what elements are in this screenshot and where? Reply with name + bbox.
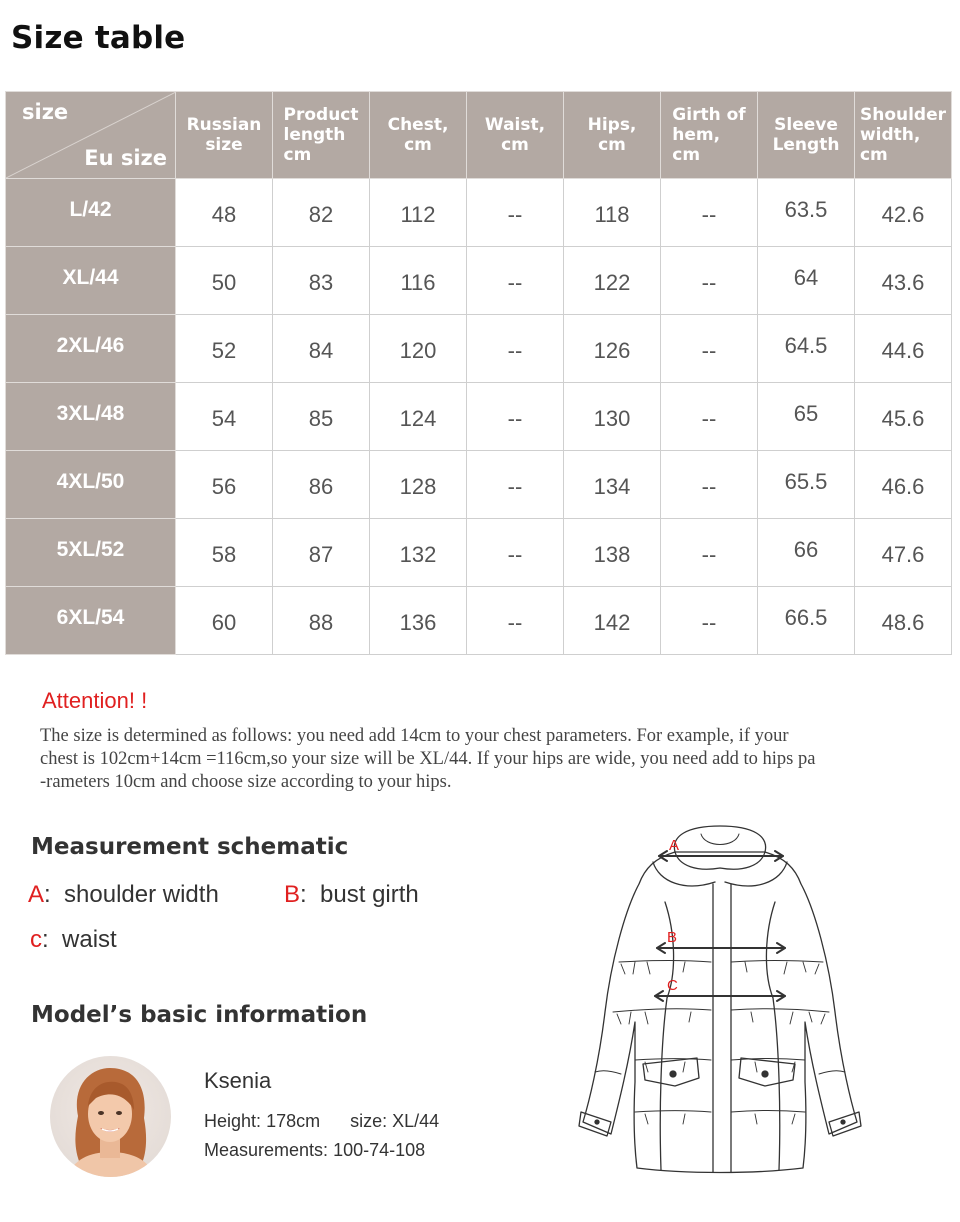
coat-collar <box>674 826 765 869</box>
column-header <box>467 92 564 179</box>
row-size-text: XL/44 <box>62 265 119 289</box>
coat-seams <box>660 902 780 1170</box>
coat-schematic-diagram <box>575 822 865 1182</box>
coat-button <box>670 1071 676 1077</box>
table-cell-value: -- <box>507 609 523 635</box>
table-cell <box>855 315 952 383</box>
table-cell <box>467 383 564 451</box>
table-row <box>6 451 952 519</box>
table-cell <box>564 179 661 247</box>
table-cell-value: -- <box>507 541 523 567</box>
table-cell <box>661 587 758 655</box>
table-cell-value: 87 <box>308 541 334 567</box>
coat-button <box>762 1071 768 1077</box>
table-row <box>6 315 952 383</box>
table-cell-value: 84 <box>308 337 334 363</box>
table-cell <box>855 179 952 247</box>
table-cell-value: -- <box>701 337 717 363</box>
column-header-line: Sleeve <box>774 115 838 135</box>
table-cell-value: 122 <box>593 269 631 295</box>
legend-key: A <box>28 881 45 908</box>
row-size-text: 3XL/48 <box>56 401 125 425</box>
column-header <box>564 92 661 179</box>
table-cell <box>467 519 564 587</box>
height-value: 178cm <box>266 1111 321 1131</box>
measurements-label: Measurements: <box>204 1140 329 1160</box>
legend-label: shoulder width <box>64 881 219 908</box>
table-cell <box>273 179 370 247</box>
table-cell <box>467 247 564 315</box>
table-cell-value: 66 <box>793 536 819 562</box>
table-cell <box>370 519 467 587</box>
table-cell-value: 142 <box>593 609 631 635</box>
column-header-line: cm <box>859 145 888 165</box>
table-cell-value: 48 <box>211 201 237 227</box>
row-size-label <box>6 179 176 247</box>
table-cell <box>467 587 564 655</box>
table-cell-value: 138 <box>593 541 631 567</box>
coat-collar-flaps <box>653 862 787 886</box>
column-header-line: size <box>205 135 243 155</box>
table-cell-value: 124 <box>399 405 437 431</box>
table-cell-value: -- <box>507 269 523 295</box>
column-header-line: Length <box>772 135 840 155</box>
table-cell <box>758 247 855 315</box>
table-cell-value: 130 <box>593 405 631 431</box>
table-cell-value: 88 <box>308 609 334 635</box>
table-cell <box>758 383 855 451</box>
table-cell <box>564 383 661 451</box>
height-label: Height: <box>204 1111 262 1131</box>
row-size-label <box>6 383 176 451</box>
row-size-label <box>6 315 176 383</box>
table-cell <box>758 587 855 655</box>
table-cell <box>273 519 370 587</box>
table-cell <box>855 519 952 587</box>
coat-puff-marks <box>617 962 825 1124</box>
table-cell-value: 60 <box>211 609 237 635</box>
legend-sep: : <box>44 881 51 908</box>
table-cell-value: 52 <box>211 337 237 363</box>
table-cell <box>564 587 661 655</box>
attention-title: Attention! ! <box>42 688 148 713</box>
column-header-line: Girth of <box>672 105 746 125</box>
column-header-label <box>773 115 840 155</box>
attention-text <box>40 725 910 794</box>
table-row <box>6 247 952 315</box>
table-cell <box>273 315 370 383</box>
legend-key: c <box>30 926 42 953</box>
measurements-value: 100-74-108 <box>333 1140 426 1160</box>
table-cell-value: 43.6 <box>881 269 925 295</box>
attention-line: -rameters 10cm and choose size according to your hips. <box>40 772 452 792</box>
table-cell-value: 118 <box>594 201 630 227</box>
table-cell-value: 132 <box>399 541 437 567</box>
schematic-heading: Measurement schematic <box>31 834 349 860</box>
table-cell <box>661 383 758 451</box>
column-header-line: width, <box>859 125 921 145</box>
table-cell-value: 136 <box>399 609 437 635</box>
table-cell-value: 54 <box>211 405 237 431</box>
table-cell-value: 83 <box>308 269 334 295</box>
table-cell-value: 134 <box>593 473 631 499</box>
model-name: Ksenia <box>204 1068 272 1093</box>
column-header-label <box>388 115 449 155</box>
table-cell <box>855 247 952 315</box>
column-header <box>661 92 758 179</box>
table-cell <box>176 587 273 655</box>
coat-placket <box>713 884 731 1172</box>
table-cell-value: 82 <box>308 201 334 227</box>
table-cell-value: -- <box>507 337 523 363</box>
table-cell <box>370 179 467 247</box>
column-header-line: Product <box>283 105 359 125</box>
table-cell <box>370 247 467 315</box>
row-size-text: 5XL/52 <box>56 537 125 561</box>
column-header-label <box>860 105 946 165</box>
row-size-text: 4XL/50 <box>56 469 125 493</box>
model-heading: Model’s basic information <box>31 1002 368 1028</box>
column-header-label <box>485 115 545 155</box>
table-cell <box>370 315 467 383</box>
table-cell <box>661 247 758 315</box>
table-cell-value: -- <box>701 541 717 567</box>
row-size-text: 6XL/54 <box>56 605 125 629</box>
attention-line: chest is 102cm+14cm =116cm,so your size will be XL/44. If your hips are wide, you need add to hips pa <box>40 749 816 769</box>
table-cell-value: 64 <box>793 264 819 290</box>
model-measurements <box>204 1140 425 1161</box>
column-header-line: hem, <box>672 125 721 145</box>
table-cell <box>855 451 952 519</box>
column-header-label <box>284 105 359 165</box>
table-cell <box>273 451 370 519</box>
table-cell-value: 112 <box>400 201 436 227</box>
table-cell-value: 45.6 <box>881 405 925 431</box>
table-cell-value: 63.5 <box>784 196 828 222</box>
coat-outline <box>583 852 857 1173</box>
table-cell <box>467 451 564 519</box>
table-cell-value: 65.5 <box>784 468 828 494</box>
table-cell-value: 47.6 <box>881 541 925 567</box>
table-cell-value: -- <box>507 473 523 499</box>
table-cell-value: -- <box>507 201 523 227</box>
column-header-line: Chest, <box>387 115 449 135</box>
table-cell <box>176 383 273 451</box>
column-header-label <box>588 115 637 155</box>
table-cell-value: 64.5 <box>784 332 828 358</box>
table-cell-value: -- <box>701 473 717 499</box>
column-header <box>758 92 855 179</box>
corner-header-cell <box>6 92 176 179</box>
table-cell-value: 46.6 <box>881 473 925 499</box>
legend-item-shoulder <box>28 881 219 909</box>
attention-line: The size is determined as follows: you need add 14cm to your chest parameters. For example, if your <box>40 726 789 746</box>
size-value: XL/44 <box>392 1111 440 1131</box>
diagram-label-b: B <box>667 929 678 946</box>
table-cell-value: -- <box>701 405 717 431</box>
diagram-label-a: A <box>669 837 680 854</box>
table-cell <box>855 383 952 451</box>
table-cell <box>564 315 661 383</box>
legend-label: waist <box>62 926 117 953</box>
table-cell <box>273 383 370 451</box>
model-portrait-image <box>50 1056 171 1177</box>
table-cell <box>176 247 273 315</box>
legend-sep: : <box>300 881 307 908</box>
column-header-line: length <box>283 125 346 145</box>
column-header-line: cm <box>501 135 529 155</box>
table-cell-value: 42.6 <box>881 201 925 227</box>
column-header-line: cm <box>404 135 432 155</box>
table-row <box>6 519 952 587</box>
table-cell-value: 66.5 <box>784 604 828 630</box>
table-cell-value: 126 <box>593 337 631 363</box>
row-size-text: L/42 <box>69 197 112 221</box>
column-header-line: Waist, <box>484 115 546 135</box>
model-avatar <box>50 1056 171 1177</box>
table-cell <box>758 519 855 587</box>
row-size-label <box>6 587 176 655</box>
table-cell <box>661 315 758 383</box>
column-header <box>273 92 370 179</box>
column-header-label <box>187 115 262 155</box>
column-header <box>855 92 952 179</box>
table-cell <box>758 179 855 247</box>
table-cell-value: 65 <box>793 400 819 426</box>
table-cell <box>273 587 370 655</box>
column-header-line: cm <box>672 145 701 165</box>
table-cell <box>176 451 273 519</box>
legend-key: B <box>284 881 301 908</box>
table-cell <box>467 315 564 383</box>
table-cell <box>661 451 758 519</box>
coat-collar-band <box>701 834 739 845</box>
table-cell <box>564 451 661 519</box>
table-cell-value: 58 <box>211 541 237 567</box>
column-header-line: Russian <box>186 115 262 135</box>
column-header-label <box>672 105 745 165</box>
table-cell-value: 50 <box>211 269 237 295</box>
column-header <box>370 92 467 179</box>
column-header-line: Shoulder <box>859 105 947 125</box>
diagram-label-c: C <box>667 977 678 994</box>
column-header-line: cm <box>283 145 312 165</box>
legend-item-bust <box>284 881 419 909</box>
table-cell-value: -- <box>701 269 717 295</box>
table-cell <box>370 383 467 451</box>
table-cell-value: 48.6 <box>881 609 925 635</box>
legend-item-waist <box>30 926 117 954</box>
page-title: Size table <box>11 20 186 56</box>
column-header-line: cm <box>598 135 626 155</box>
row-size-label <box>6 519 176 587</box>
table-cell-value: 128 <box>399 473 437 499</box>
table-cell-value: 86 <box>308 473 334 499</box>
table-cell <box>661 179 758 247</box>
table-cell-value: -- <box>701 201 717 227</box>
table-cell <box>855 587 952 655</box>
row-size-label <box>6 247 176 315</box>
table-row <box>6 383 952 451</box>
table-cell <box>758 451 855 519</box>
table-cell-value: 56 <box>211 473 237 499</box>
table-cell <box>467 179 564 247</box>
legend-label: bust girth <box>320 881 419 908</box>
table-cell-value: 85 <box>308 405 334 431</box>
table-cell <box>176 179 273 247</box>
table-cell-value: -- <box>507 405 523 431</box>
column-header-line: Hips, <box>587 115 637 135</box>
table-cell <box>564 519 661 587</box>
table-cell <box>564 247 661 315</box>
corner-label-eu-size: Eu size <box>84 146 167 170</box>
table-cell-value: 120 <box>399 337 437 363</box>
table-cell <box>370 451 467 519</box>
row-size-label <box>6 451 176 519</box>
table-cell <box>176 315 273 383</box>
model-height-size <box>204 1111 439 1132</box>
coat-cuffs <box>579 1112 861 1136</box>
table-cell <box>176 519 273 587</box>
table-cell <box>758 315 855 383</box>
column-header <box>176 92 273 179</box>
table-cell <box>661 519 758 587</box>
row-size-text: 2XL/46 <box>56 333 125 357</box>
size-table <box>5 91 952 655</box>
table-cell <box>370 587 467 655</box>
table-cell-value: -- <box>701 609 717 635</box>
legend-sep: : <box>42 926 49 953</box>
table-cell-value: 116 <box>400 269 436 295</box>
table-cell-value: 44.6 <box>881 337 925 363</box>
size-label: size: <box>350 1111 388 1131</box>
table-row <box>6 179 952 247</box>
table-row <box>6 587 952 655</box>
corner-label-size: size <box>22 100 69 124</box>
table-cell <box>273 247 370 315</box>
